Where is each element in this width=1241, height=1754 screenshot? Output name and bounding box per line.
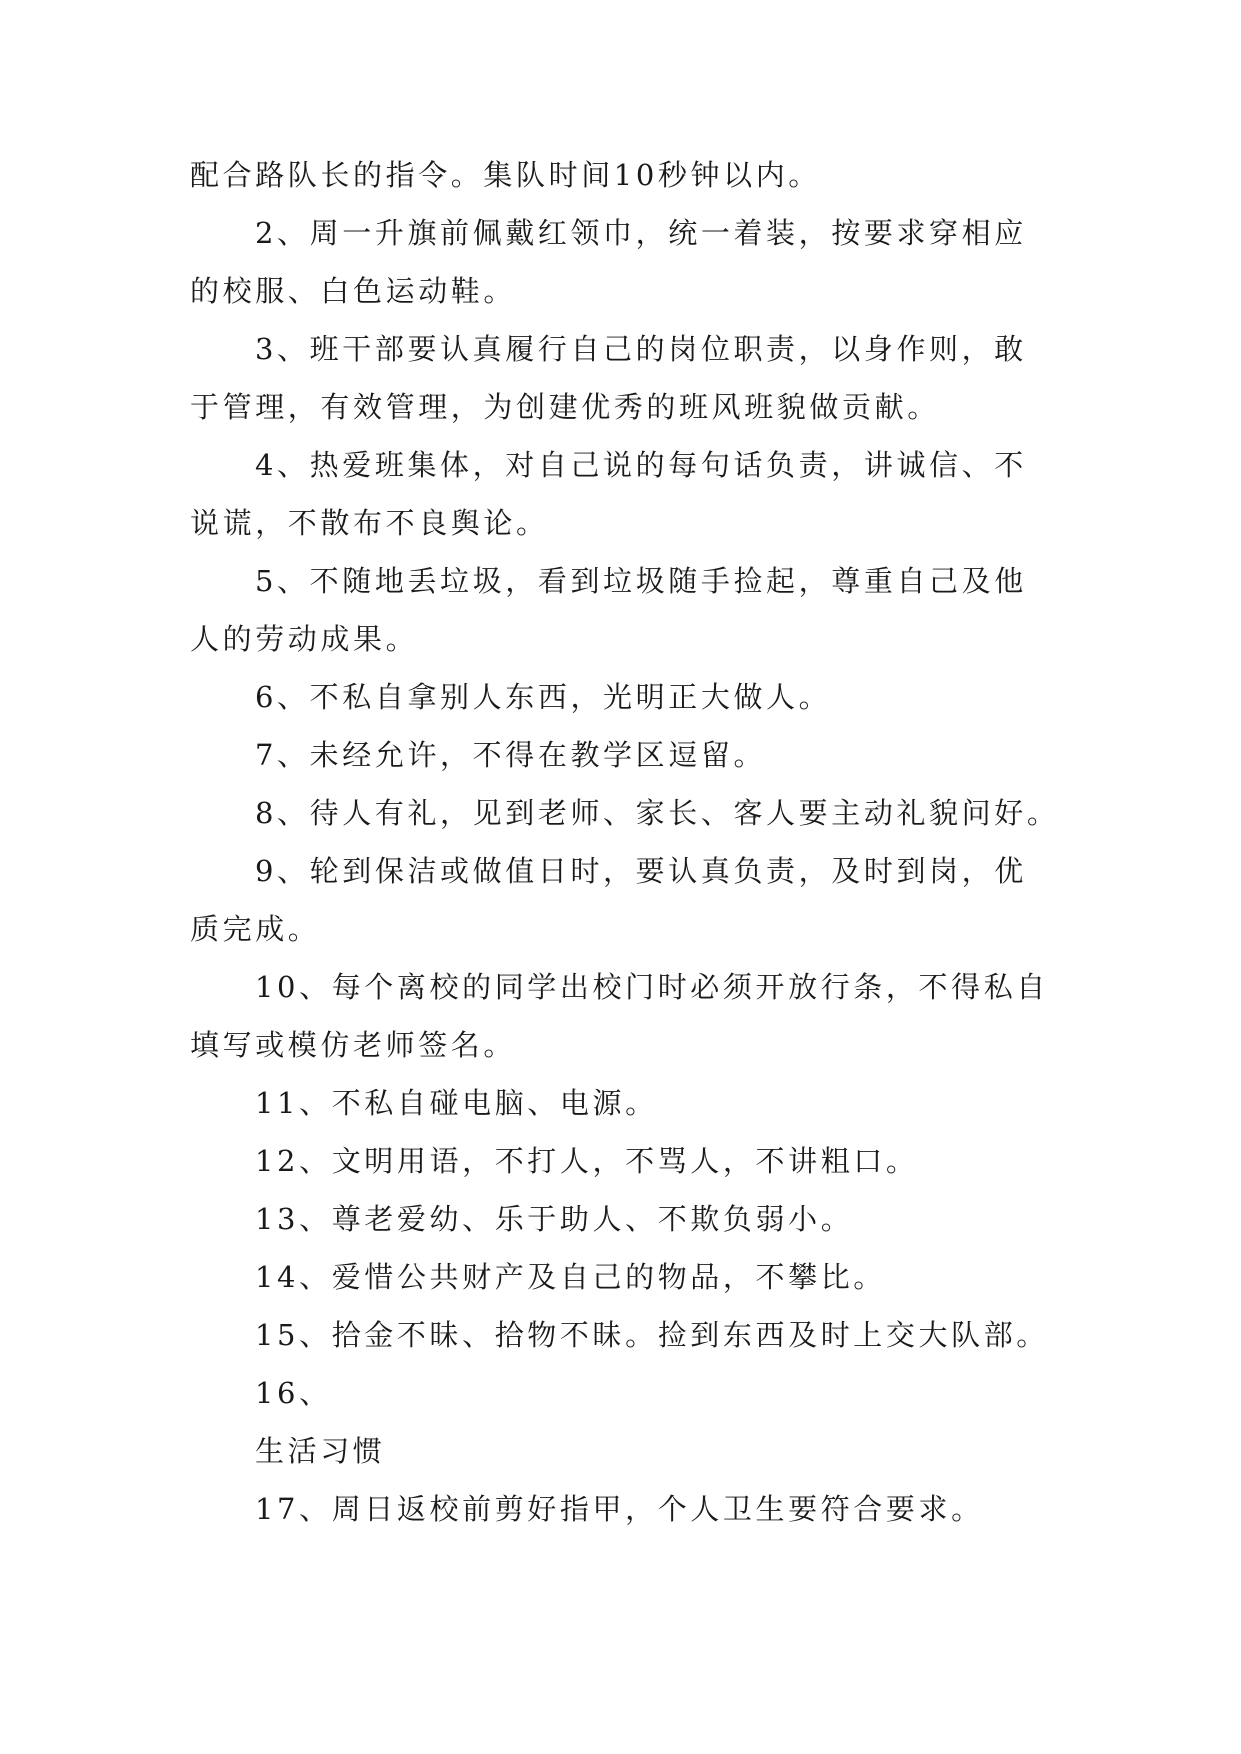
rule-9-line-1: 9、轮到保洁或做值日时，要认真负责，及时到岗，优: [255, 854, 1027, 888]
rule-12: 12、文明用语，不打人，不骂人，不讲粗口。: [255, 1144, 919, 1178]
rule-16: 16、: [255, 1376, 332, 1410]
rule-9-line-2: 质完成。: [190, 912, 321, 946]
rule-5-line-1: 5、不随地丢垃圾，看到垃圾随手捡起，尊重自己及他: [255, 564, 1027, 598]
rule-6: 6、不私自拿别人东西，光明正大做人。: [255, 680, 832, 714]
rule-4-line-1: 4、热爱班集体，对自己说的每句话负责，讲诚信、不: [255, 448, 1027, 482]
rule-10-line-1: 10、每个离校的同学出校门时必须开放行条，不得私自: [255, 970, 1049, 1004]
rule-10-line-2: 填写或模仿老师签名。: [190, 1028, 517, 1062]
rule-7: 7、未经允许，不得在教学区逗留。: [255, 738, 767, 772]
rule-15: 15、拾金不昧、拾物不昧。捡到东西及时上交大队部。: [255, 1318, 1049, 1352]
text-line: 配合路队长的指令。集队时间10秒钟以内。: [190, 158, 821, 192]
rule-8: 8、待人有礼，见到老师、家长、客人要主动礼貌问好。: [255, 796, 1060, 830]
rule-2-line-1: 2、周一升旗前佩戴红领巾，统一着装，按要求穿相应: [255, 216, 1027, 250]
rule-13: 13、尊老爱幼、乐于助人、不欺负弱小。: [255, 1202, 854, 1236]
section-heading: 生活习惯: [255, 1434, 386, 1468]
rule-14: 14、爱惜公共财产及自己的物品，不攀比。: [255, 1260, 886, 1294]
rule-17: 17、周日返校前剪好指甲，个人卫生要符合要求。: [255, 1492, 984, 1526]
rule-11: 11、不私自碰电脑、电源。: [255, 1086, 658, 1120]
rule-2-line-2: 的校服、白色运动鞋。: [190, 274, 517, 308]
rule-5-line-2: 人的劳动成果。: [190, 622, 419, 656]
rule-3-line-2: 于管理，有效管理，为创建优秀的班风班貌做贡献。: [190, 390, 940, 424]
rule-3-line-1: 3、班干部要认真履行自己的岗位职责，以身作则，敢: [255, 332, 1027, 366]
rule-4-line-2: 说谎，不散布不良舆论。: [190, 506, 549, 540]
